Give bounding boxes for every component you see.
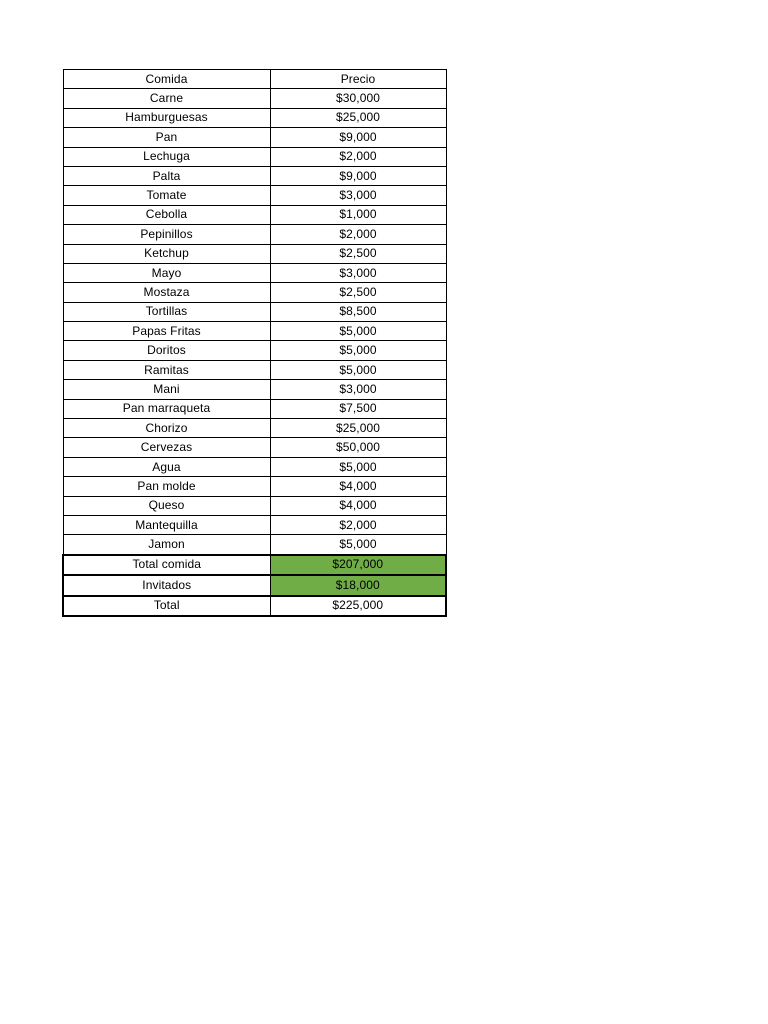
item-name-cell: Agua xyxy=(63,457,270,476)
item-name-cell: Papas Fritas xyxy=(63,322,270,341)
item-name-cell: Pepinillos xyxy=(63,225,270,244)
table-row xyxy=(63,283,446,302)
item-name-cell: Pan marraqueta xyxy=(63,399,270,418)
summary-label-cell: Total xyxy=(63,596,270,616)
item-name-cell: Tortillas xyxy=(63,302,270,321)
item-price-cell: $3,000 xyxy=(270,186,446,205)
table-row xyxy=(63,457,446,476)
table-row xyxy=(63,515,446,534)
item-name-cell: Mani xyxy=(63,380,270,399)
table-header-row xyxy=(63,70,446,89)
table-row xyxy=(63,244,446,263)
item-price-cell: $9,000 xyxy=(270,128,446,147)
item-name-cell: Mantequilla xyxy=(63,515,270,534)
item-price-cell: $3,000 xyxy=(270,263,446,282)
item-price-cell: $8,500 xyxy=(270,302,446,321)
item-price-cell: $5,000 xyxy=(270,535,446,555)
item-name-cell: Pan xyxy=(63,128,270,147)
price-table xyxy=(62,69,447,617)
column-header-precio: Precio xyxy=(270,70,446,89)
table-row xyxy=(63,419,446,438)
table-row xyxy=(63,380,446,399)
summary-row xyxy=(63,575,446,595)
table-row xyxy=(63,535,446,555)
column-header-comida: Comida xyxy=(63,70,270,89)
summary-row xyxy=(63,555,446,575)
table-row xyxy=(63,89,446,108)
table-row xyxy=(63,225,446,244)
item-price-cell: $2,500 xyxy=(270,244,446,263)
item-price-cell: $2,000 xyxy=(270,515,446,534)
item-name-cell: Ketchup xyxy=(63,244,270,263)
summary-value-cell: $207,000 xyxy=(270,555,446,575)
summary-rows xyxy=(63,555,446,616)
table-row xyxy=(63,108,446,127)
item-price-cell: $4,000 xyxy=(270,477,446,496)
summary-value-cell: $225,000 xyxy=(270,596,446,616)
item-price-cell: $2,000 xyxy=(270,225,446,244)
item-price-cell: $25,000 xyxy=(270,419,446,438)
item-name-cell: Doritos xyxy=(63,341,270,360)
item-name-cell: Mostaza xyxy=(63,283,270,302)
table-row xyxy=(63,263,446,282)
item-price-cell: $9,000 xyxy=(270,166,446,185)
item-name-cell: Chorizo xyxy=(63,419,270,438)
table-row xyxy=(63,360,446,379)
table-row xyxy=(63,322,446,341)
item-name-cell: Lechuga xyxy=(63,147,270,166)
table-row xyxy=(63,128,446,147)
summary-label-cell: Total comida xyxy=(63,555,270,575)
table-row xyxy=(63,302,446,321)
table-row xyxy=(63,186,446,205)
item-price-cell: $2,000 xyxy=(270,147,446,166)
item-name-cell: Pan molde xyxy=(63,477,270,496)
item-name-cell: Ramitas xyxy=(63,360,270,379)
item-name-cell: Mayo xyxy=(63,263,270,282)
item-price-cell: $30,000 xyxy=(270,89,446,108)
table-row xyxy=(63,341,446,360)
item-price-cell: $5,000 xyxy=(270,322,446,341)
item-name-cell: Queso xyxy=(63,496,270,515)
item-price-cell: $50,000 xyxy=(270,438,446,457)
item-price-cell: $7,500 xyxy=(270,399,446,418)
item-price-cell: $25,000 xyxy=(270,108,446,127)
table-row xyxy=(63,438,446,457)
summary-row xyxy=(63,596,446,616)
table-row xyxy=(63,496,446,515)
item-price-cell: $4,000 xyxy=(270,496,446,515)
summary-value-cell: $18,000 xyxy=(270,575,446,595)
table-row xyxy=(63,147,446,166)
item-name-cell: Hamburguesas xyxy=(63,108,270,127)
item-rows xyxy=(63,89,446,555)
table-row xyxy=(63,205,446,224)
item-name-cell: Palta xyxy=(63,166,270,185)
summary-label-cell: Invitados xyxy=(63,575,270,595)
item-name-cell: Carne xyxy=(63,89,270,108)
table-row xyxy=(63,166,446,185)
item-price-cell: $5,000 xyxy=(270,360,446,379)
item-name-cell: Cervezas xyxy=(63,438,270,457)
item-name-cell: Tomate xyxy=(63,186,270,205)
item-price-cell: $5,000 xyxy=(270,341,446,360)
table-row xyxy=(63,477,446,496)
item-name-cell: Jamon xyxy=(63,535,270,555)
item-name-cell: Cebolla xyxy=(63,205,270,224)
item-price-cell: $2,500 xyxy=(270,283,446,302)
item-price-cell: $5,000 xyxy=(270,457,446,476)
item-price-cell: $3,000 xyxy=(270,380,446,399)
item-price-cell: $1,000 xyxy=(270,205,446,224)
table-row xyxy=(63,399,446,418)
